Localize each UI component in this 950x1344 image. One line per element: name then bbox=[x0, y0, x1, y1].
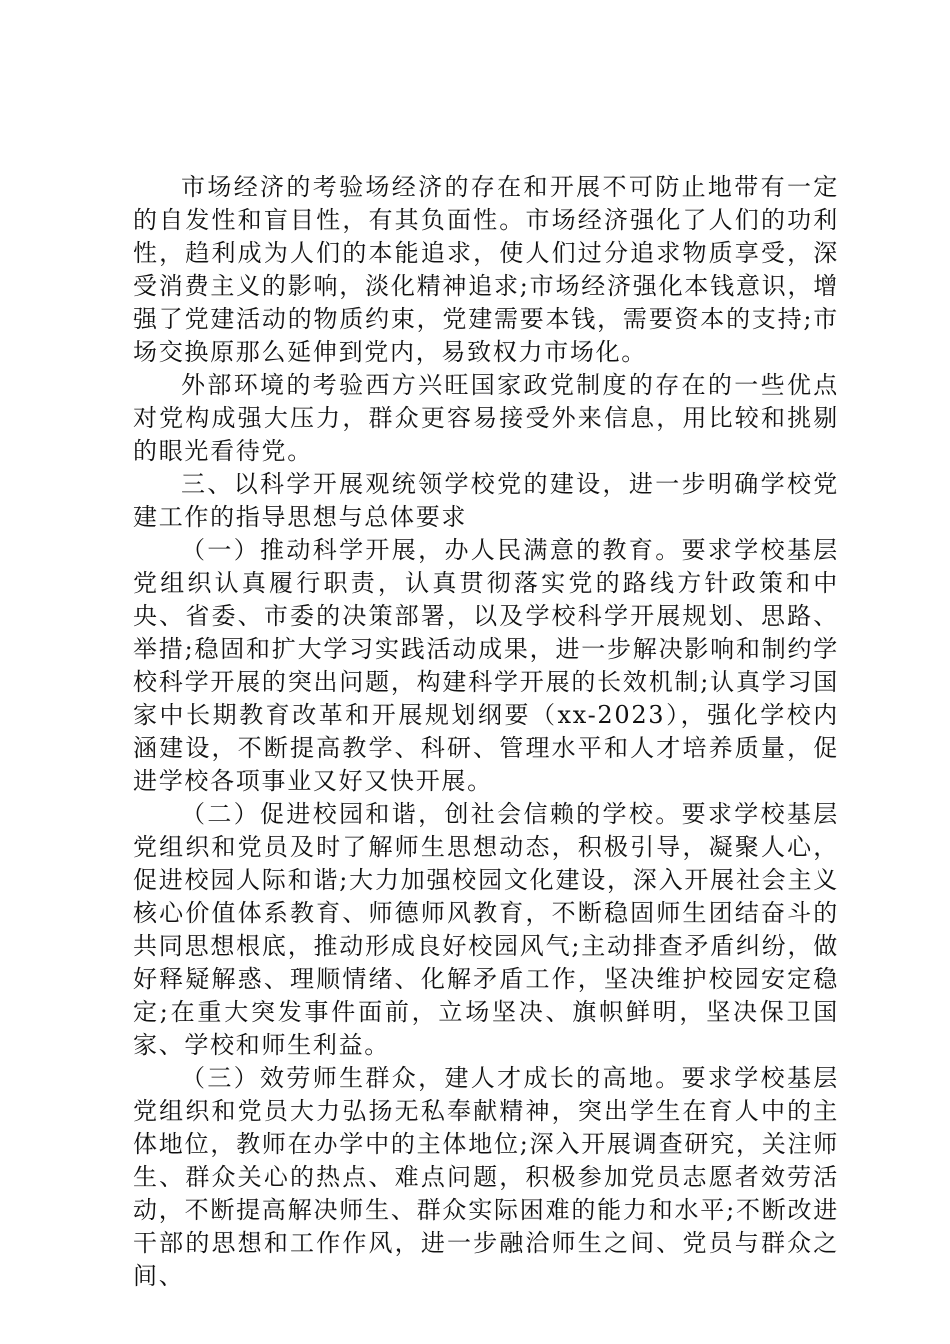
paragraph-item-two: （二）促进校园和谐，创社会信赖的学校。要求学校基层党组织和党员及时了解师生思想动态，积极引导，凝聚人心，促进校园人际和谐;大力加强校园文化建设，深入开展社会主义核心价值体系教育、师德师风教育，不断稳固师生团结奋斗的共同思想根底，推动形成良好校园风气;主动排查矛盾纠纷，做好释疑解惑、理顺情绪、化解矛盾工作，坚决维护校园安定稳定;在重大突发事件面前，立场坚决、旗帜鲜明，坚决保卫国家、学校和师生利益。 bbox=[133, 800, 839, 1059]
paragraph-item-one: （一）推动科学开展，办人民满意的教育。要求学校基层党组织认真履行职责，认真贯彻落实党的路线方针政策和中央、省委、市委的决策部署，以及学校科学开展规划、思路、举措;稳固和扩大学习实践活动成果，进一步解决影响和制约学校科学开展的突出问题，构建科学开展的长效机制;认真学习国家中长期教育改革和开展规划纲要（xx-2023），强化学校内涵建设，不断提高教学、科研、管理水平和人才培养质量，促进学校各项事业又好又快开展。 bbox=[133, 536, 839, 795]
paragraph-market-economy: 市场经济的考验场经济的存在和开展不可防止地带有一定的自发性和盲目性，有其负面性。市场经济强化了人们的功利性，趋利成为人们的本能追求，使人们过分追求物质享受，深受消费主义的影响，淡化精神追求;市场经济强化本钱意识，增强了党建活动的物质约束，党建需要本钱，需要资本的支持;市场交换原那么延伸到党内，易致权力市场化。 bbox=[133, 173, 839, 366]
paragraph-external-environment: 外部环境的考验西方兴旺国家政党制度的存在的一些优点对党构成强大压力，群众更容易接受外来信息，用比较和挑剔的眼光看待党。 bbox=[133, 371, 839, 465]
document-body bbox=[133, 171, 839, 1293]
paragraph-item-three: （三）效劳师生群众，建人才成长的高地。要求学校基层党组织和党员大力弘扬无私奉献精神，突出学生在育人中的主体地位，教师在办学中的主体地位;深入开展调查研究，关注师生、群众关心的热点、难点问题，积极参加党员志愿者效劳活动，不断提高解决师生、群众实际困难的能力和水平;不断改进干部的思想和工作作风，进一步融洽师生之间、党员与群众之间、 bbox=[133, 1064, 839, 1290]
section-heading-three: 三、以科学开展观统领学校党的建设，进一步明确学校党建工作的指导思想与总体要求 bbox=[133, 470, 839, 531]
